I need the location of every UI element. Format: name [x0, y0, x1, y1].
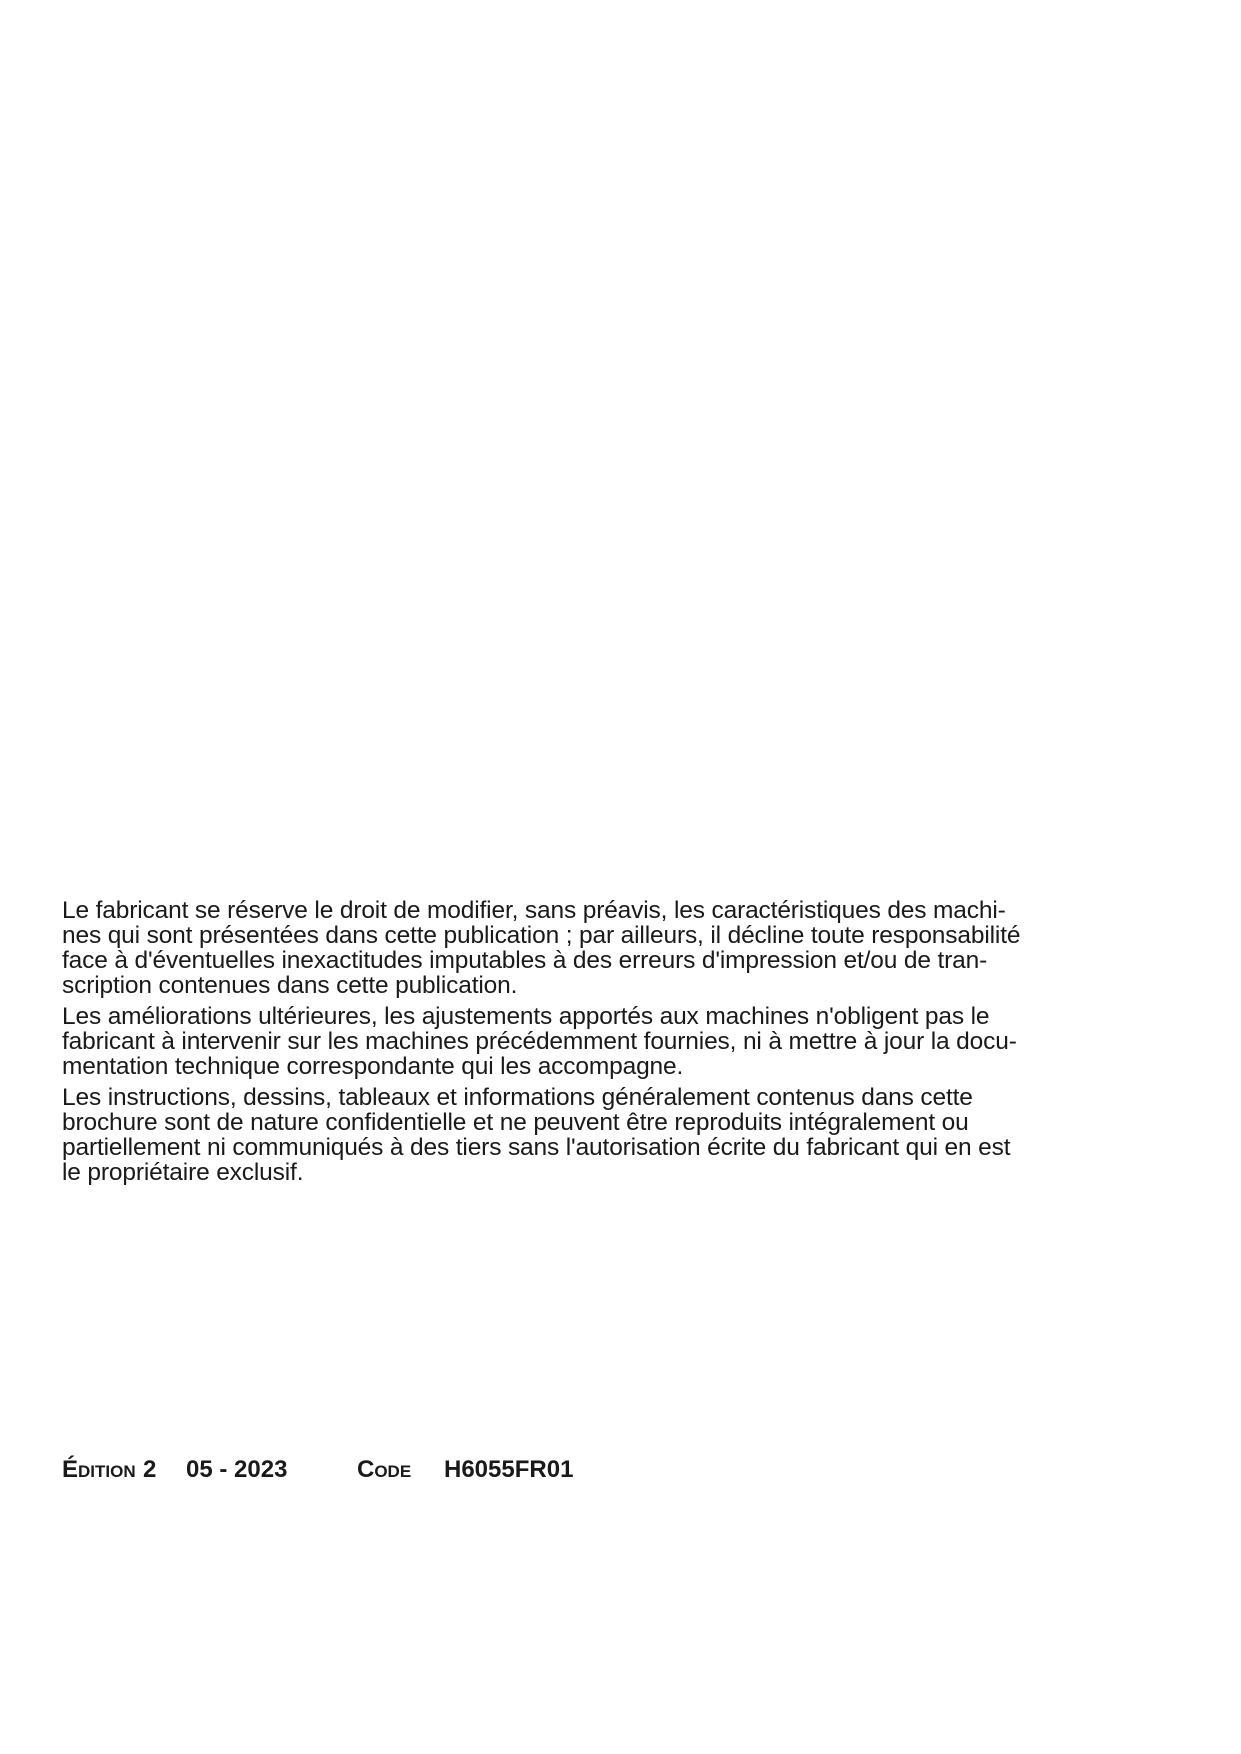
code-label: Code: [357, 1456, 412, 1483]
text-line: Le fabricant se réserve le droit de modifier, sans préavis, les caractéristiques des machi-: [62, 897, 1006, 924]
text-line: Les améliorations ultérieures, les ajustements apportés aux machines n'obligent pas le: [62, 1003, 990, 1030]
code-value: H6055FR01: [444, 1456, 574, 1483]
text-line: Les instructions, dessins, tableaux et informations généralement contenus dans cette: [62, 1084, 973, 1111]
disclaimer-paragraph-2: [62, 1004, 1142, 1079]
text-line: face à d'éventuelles inexactitudes imputables à des erreurs d'impression et/ou de tran-: [62, 947, 988, 974]
text-line: fabricant à intervenir sur les machines précédemment fournies, ni à mettre à jour la docu-: [62, 1028, 1017, 1055]
disclaimer-paragraph-1: [62, 898, 1142, 998]
text-line: partiellement ni communiqués à des tiers sans l'autorisation écrite du fabricant qui en est: [62, 1134, 1011, 1161]
text-line: mentation technique correspondante qui les accompagne.: [62, 1053, 684, 1080]
edition-number: 2: [143, 1456, 157, 1483]
edition-label: Édition: [62, 1456, 136, 1483]
text-line: brochure sont de nature confidentielle et ne peuvent être reproduits intégralement ou: [62, 1109, 969, 1136]
text-line: nes qui sont présentées dans cette publication ; par ailleurs, il décline toute responsabilité: [62, 922, 1021, 949]
disclaimer-paragraph-3: [62, 1085, 1142, 1185]
disclaimer-text: [62, 898, 1142, 1191]
edition-date: 05 - 2023: [186, 1456, 288, 1483]
text-line: le propriétaire exclusif.: [62, 1159, 304, 1186]
text-line: scription contenues dans cette publication.: [62, 972, 518, 999]
